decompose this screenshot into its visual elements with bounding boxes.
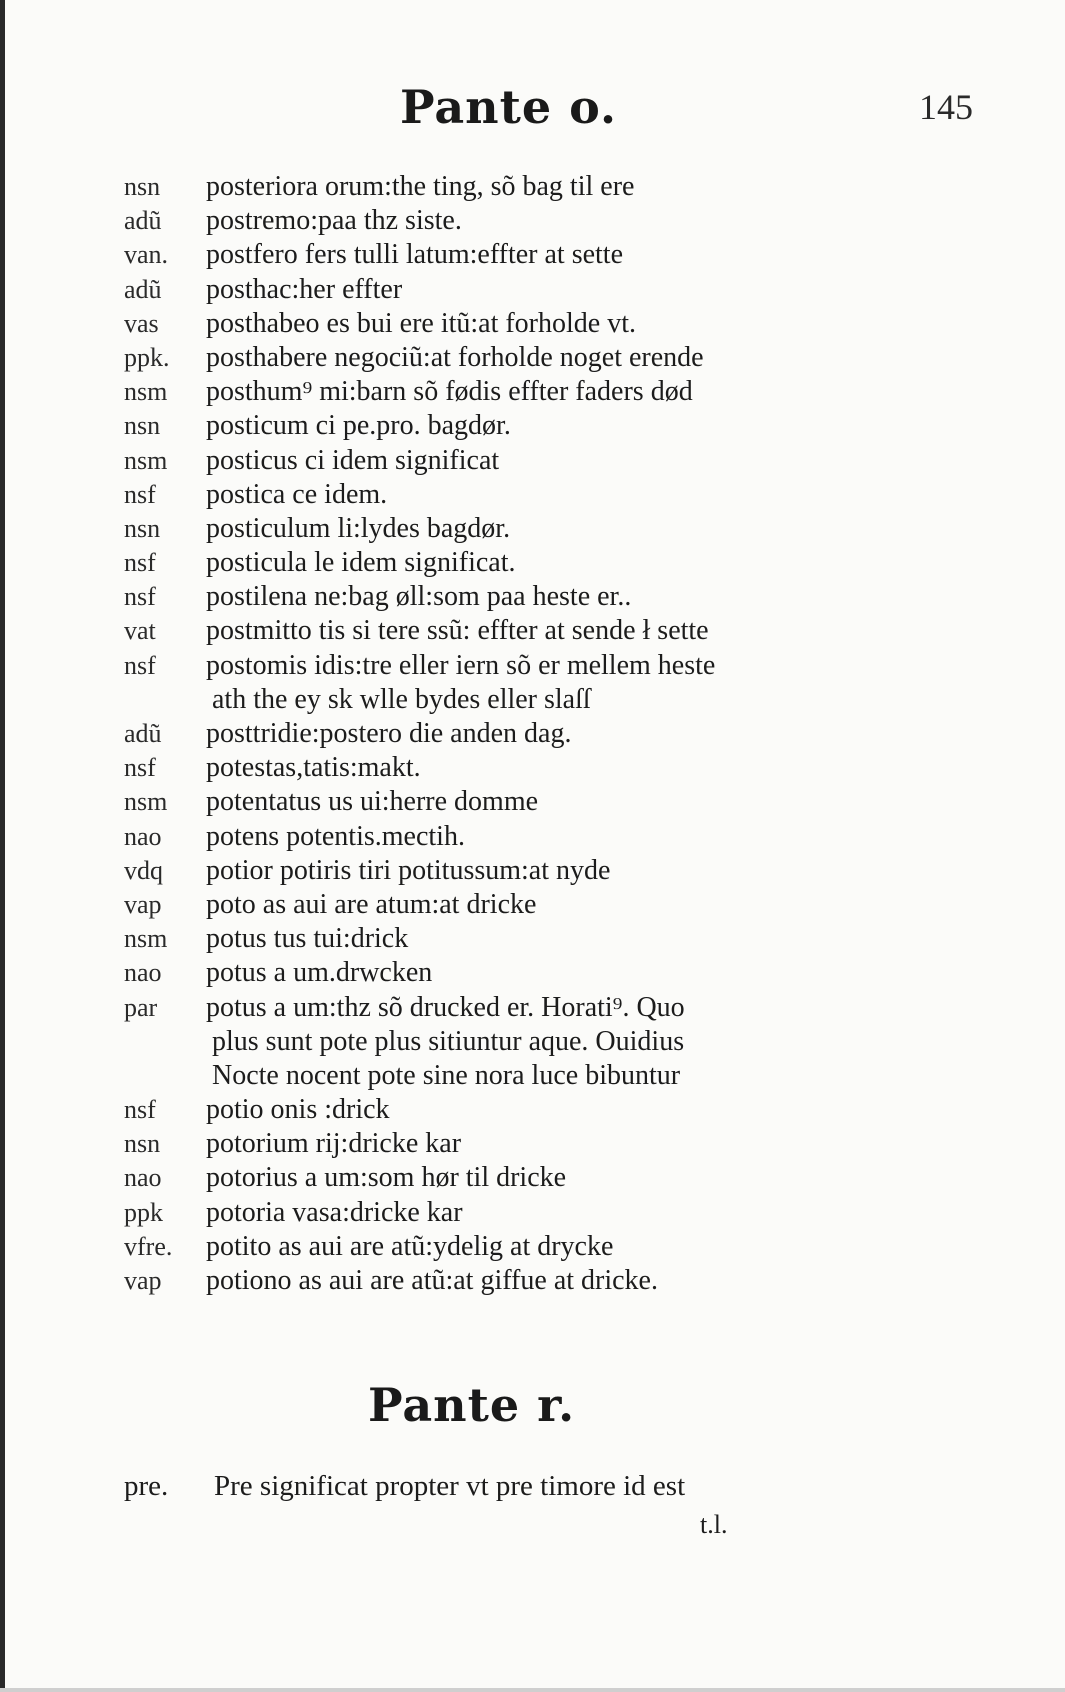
entry-code: nsm	[124, 787, 168, 817]
entry-text: potorium rij:dricke kar	[206, 1128, 462, 1160]
dictionary-entry	[124, 820, 884, 854]
entry-text: poto as aui are atum:at dricke	[206, 888, 537, 920]
entry-text: postmitto tis si tere ssũ: effter at sende ł sette	[206, 615, 709, 647]
entry-text: Pre significat propter vt pre timore id est	[214, 1470, 686, 1502]
dictionary-entry-continuation	[124, 1059, 884, 1093]
entry-code: par	[124, 992, 158, 1022]
entry-text: posticula le idem significat.	[206, 547, 516, 579]
dictionary-entries	[124, 170, 884, 1298]
entry-code: nsn	[124, 513, 161, 543]
dictionary-entry	[124, 1127, 884, 1161]
entry-code: nsf	[124, 582, 156, 612]
dictionary-entry	[124, 409, 884, 443]
dictionary-entry	[124, 649, 884, 683]
entry-code: nsm	[124, 377, 168, 407]
entry-text: potestas,tatis:makt.	[206, 752, 421, 784]
entry-text: posthabeo es bui ere itũ:at forholde vt.	[206, 307, 636, 339]
scan-bottom-edge	[0, 1688, 1065, 1692]
entry-text: potus a um.drwcken	[206, 957, 433, 989]
entry-code: van.	[124, 240, 169, 270]
dictionary-entry	[124, 444, 884, 478]
entry-text: potens potentis.mectih.	[206, 820, 465, 852]
entry-code: nao	[124, 958, 162, 988]
running-head: Pante o.	[400, 80, 618, 134]
entry-code: nsn	[124, 411, 161, 441]
entry-code: adũ	[124, 719, 162, 748]
dictionary-entry	[124, 238, 884, 272]
entry-text: postica ce idem.	[206, 478, 388, 510]
entry-text: potorius a um:som hør til dricke	[206, 1162, 567, 1194]
page-number: 145	[919, 87, 973, 127]
dictionary-entry	[124, 854, 884, 888]
entry-text: posthabere negociũ:at forholde noget erende	[206, 341, 704, 373]
dictionary-entry	[124, 204, 884, 238]
dictionary-entry	[124, 888, 884, 922]
entry-tail: t.l.	[700, 1510, 728, 1539]
entry-text: potus tus tui:drick	[206, 923, 409, 955]
scan-left-edge	[0, 0, 5, 1692]
entry-text: potiono as aui are atũ:at giffue at dricke.	[206, 1265, 658, 1296]
dictionary-entry	[124, 614, 884, 648]
entry-code: nsf	[124, 650, 156, 680]
dictionary-entry	[124, 1264, 884, 1298]
dictionary-entry	[124, 991, 884, 1025]
dictionary-entry	[124, 1470, 904, 1503]
dictionary-entry	[124, 1196, 884, 1230]
dictionary-entry	[124, 512, 884, 546]
dictionary-entry	[124, 341, 884, 375]
dictionary-entry	[124, 375, 884, 409]
entry-code: nsm	[124, 445, 168, 475]
entry-code: vap	[124, 1266, 162, 1295]
entry-text: Nocte nocent pote sine nora luce bibuntur	[212, 1059, 681, 1091]
entry-text: posticulum li:lydes bagdør.	[206, 512, 511, 544]
entry-code: nsf	[124, 753, 156, 783]
dictionary-entry-continuation	[124, 683, 884, 717]
entry-text: posteriora orum:the ting, sõ bag til ere	[206, 171, 635, 202]
entry-code: adũ	[124, 274, 162, 304]
entry-code: ppk.	[124, 342, 170, 372]
dictionary-entry	[124, 170, 884, 204]
entry-text: posttridie:postero die anden dag.	[206, 718, 572, 749]
entry-text: potio onis :drick	[206, 1094, 390, 1126]
dictionary-entry	[124, 1093, 884, 1127]
dictionary-entry	[124, 751, 884, 785]
entry-text: posticum ci pe.pro. bagdør.	[206, 410, 511, 442]
entry-text: postilena ne:bag øll:som paa heste er..	[206, 581, 632, 613]
entry-text: potior potiris tiri potitussum:at nyde	[206, 854, 611, 886]
dictionary-entry	[124, 307, 884, 341]
dictionary-entry	[124, 922, 884, 956]
entry-code: nao	[124, 821, 162, 851]
entry-text: potentatus us ui:herre domme	[206, 786, 539, 818]
entry-code: nsn	[124, 1129, 161, 1159]
dictionary-entry	[124, 546, 884, 580]
entry-code: pre.	[124, 1470, 169, 1502]
entry-text: potoria vasa:dricke kar	[206, 1196, 463, 1228]
entry-code: nsn	[124, 172, 161, 201]
entry-code: nsf	[124, 1095, 156, 1125]
entry-text: plus sunt pote plus sitiuntur aque. Ouidius	[212, 1025, 685, 1057]
entry-code: vat	[124, 616, 156, 646]
dictionary-entry	[124, 956, 884, 990]
entry-code: nsf	[124, 479, 156, 509]
dictionary-entry-continuation	[124, 1025, 884, 1059]
entry-code: adũ	[124, 206, 162, 236]
entry-text: posticus ci idem significat	[206, 444, 500, 476]
entry-text: posthum⁹ mi:barn sõ fødis effter faders død	[206, 376, 693, 408]
entry-text: potus a um:thz sõ drucked er. Horati⁹. Quo	[206, 991, 685, 1023]
dictionary-entry	[124, 273, 884, 307]
entry-text: potito as aui are atũ:ydelig at drycke	[206, 1230, 614, 1262]
entry-code: nao	[124, 1163, 162, 1193]
section-heading: Pante r.	[368, 1378, 576, 1432]
dictionary-entry	[124, 478, 884, 512]
entry-code: nsm	[124, 924, 168, 954]
entry-code: nsf	[124, 548, 156, 578]
dictionary-entry	[124, 580, 884, 614]
entry-code: vas	[124, 308, 159, 338]
entry-text: postremo:paa thz siste.	[206, 205, 462, 237]
dictionary-entry	[124, 1230, 884, 1264]
dictionary-entry	[124, 717, 884, 751]
entry-code: vdq	[124, 855, 163, 885]
entry-code: vfre.	[124, 1231, 173, 1261]
dictionary-entry	[124, 785, 884, 819]
dictionary-entry	[124, 1161, 884, 1195]
entry-code: vap	[124, 889, 162, 919]
entry-text: postomis idis:tre eller iern sõ er mellem heste	[206, 649, 716, 681]
entry-text: posthac:her effter	[206, 273, 403, 305]
entry-code: ppk	[124, 1197, 163, 1227]
entry-text: postfero fers tulli latum:effter at sette	[206, 239, 624, 271]
entry-text: ath the ey sk wlle bydes eller slaſſ	[212, 683, 591, 715]
